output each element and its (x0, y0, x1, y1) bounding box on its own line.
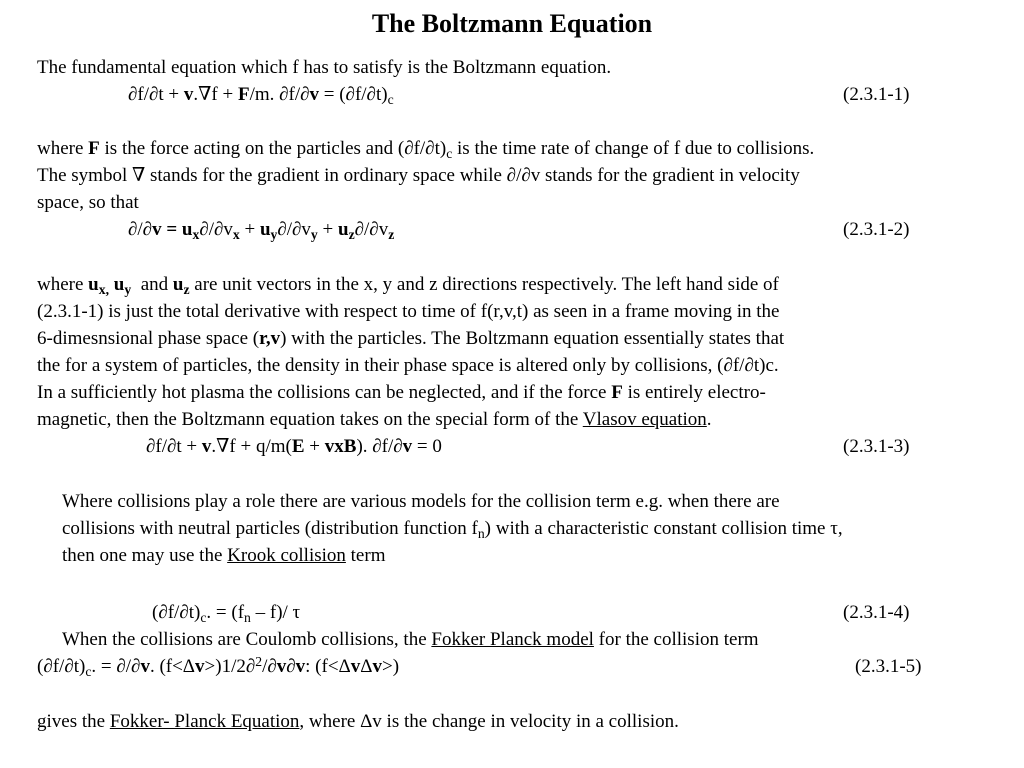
paragraph-3-line-4: the for a system of particles, the density in their phase space is altered only by collisions, (∂f/∂t)c. (37, 355, 779, 376)
paragraph-4-line-3: then one may use the Krook collision term (62, 545, 386, 566)
vlasov-equation-link[interactable]: Vlasov equation (582, 409, 707, 430)
paragraph-3-line-6: magnetic, then the Boltzmann equation takes on the special form of the Vlasov equation. (37, 409, 712, 430)
equation-1-number: (2.3.1-1) (843, 84, 910, 105)
equation-4: $(\partial f/\partial t)_c$. = $(f_n - f)/$ τ (152, 602, 301, 626)
equation-3-number: (2.3.1-3) (843, 436, 910, 457)
equation-5: $(\partial f/\partial t)_c$. = ∂/∂v. (f<Δv>)1/2∂$^2$/∂v∂v: (f<ΔvΔv>) (37, 653, 400, 680)
fokker-planck-model-link[interactable]: Fokker Planck model (431, 629, 594, 650)
paragraph-3-line-3: 6-dimesnsional phase space (r,v) with the particles. The Boltzmann equation essentially states that (37, 328, 785, 349)
equation-5-number: (2.3.1-5) (855, 656, 922, 677)
equation-3: ∂f/∂t + v.∇f + q/m(E + vxB). ∂f/∂v = 0 (146, 436, 442, 457)
paragraph-2-line-2: The symbol ∇ stands for the gradient in ordinary space while ∂/∂v stands for the gradient in velocity (37, 165, 800, 186)
equation-2: $\partial/\partial v = u_x\partial/\partial v_x + u_y\partial/\partial v_y + u_z\partial/\partial v_z$ (128, 219, 395, 243)
fokker-planck-equation-link[interactable]: Fokker- Planck Equation (109, 711, 300, 732)
paragraph-5: When the collisions are Coulomb collisions, the Fokker Planck model for the collision term (62, 629, 759, 650)
paragraph-6: gives the Fokker- Planck Equation, where Δv is the change in velocity in a collision. (37, 711, 679, 732)
equation-4-number: (2.3.1-4) (843, 602, 910, 623)
paragraph-3-line-2: (2.3.1-1) is just the total derivative with respect to time of f(r,v,t) as seen in a frame moving in the (37, 301, 780, 322)
equation-2-number: (2.3.1-2) (843, 219, 910, 240)
paragraph-3-line-1: where $u_{x,}$ $u_y$ and $u_z$ are unit vectors in the x, y and z directions respectively. The left hand side of (37, 274, 779, 298)
krook-collision-link[interactable]: Krook collision (227, 545, 346, 566)
paragraph-2-line-1: where F is the force acting on the particles and $(\partial f/\partial t)_c$ is the time rate of change of f due to collisions. (37, 138, 815, 162)
paragraph-4-line-2: collisions with neutral particles (distribution function $f_n$) with a characteristic constant collision time τ, (62, 518, 843, 542)
intro-text: The fundamental equation which f has to satisfy is the Boltzmann equation. (37, 57, 612, 78)
page-title: The Boltzmann Equation (371, 9, 653, 38)
paragraph-3-line-5: In a sufficiently hot plasma the collisions can be neglected, and if the force F is entirely electro- (37, 382, 766, 403)
paragraph-4-line-1: Where collisions play a role there are various models for the collision term e.g. when there are (62, 491, 780, 512)
equation-1: ∂f/∂t + v.∇f + F/m. $\partial f/\partial v = (\partial f/\partial t)_c$ (128, 84, 394, 108)
paragraph-2-line-3: space, so that (37, 192, 139, 213)
